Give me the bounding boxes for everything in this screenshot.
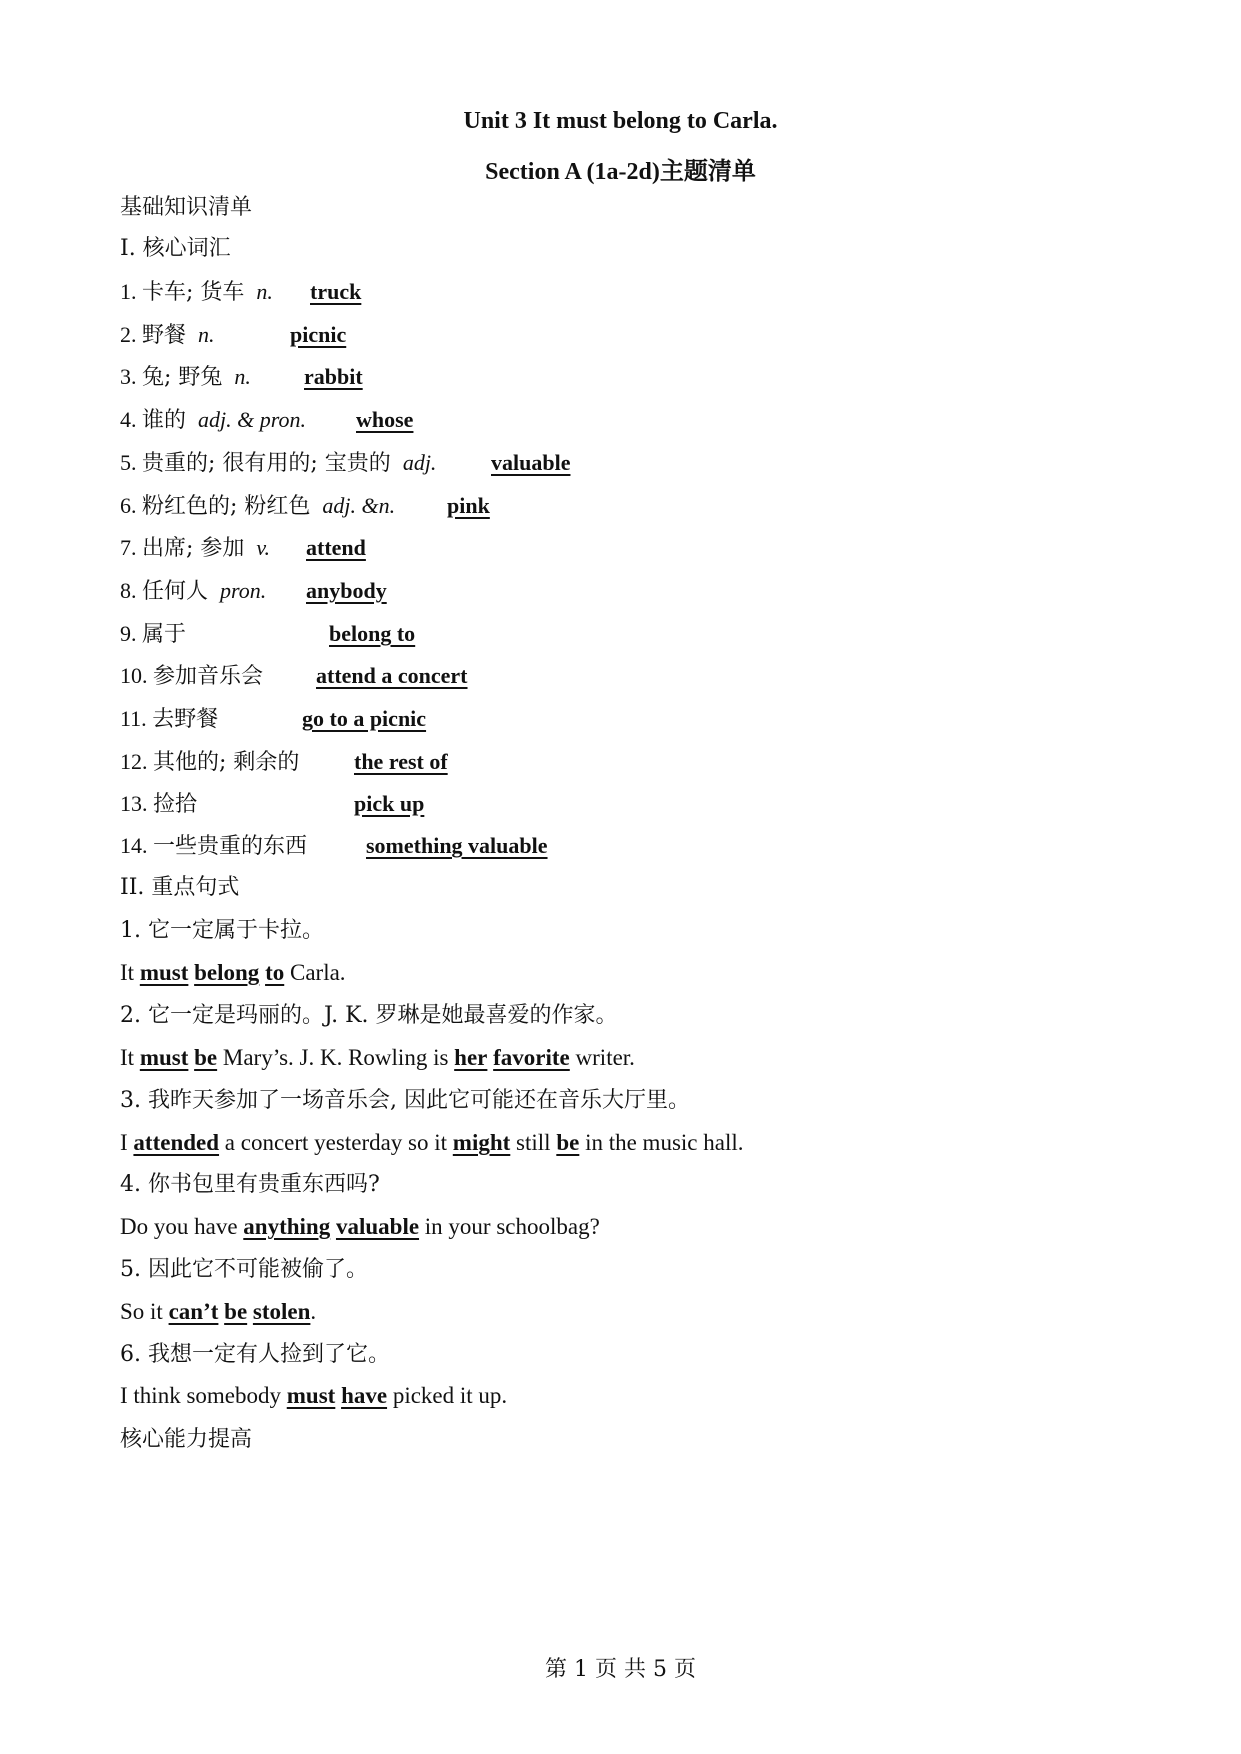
vocab-number: 14. [120, 833, 153, 858]
vocab-answer: something valuable [366, 833, 548, 858]
vocab-item [120, 491, 1120, 522]
sentence-text: I [120, 1130, 134, 1155]
vocab-number: 7. [120, 535, 142, 560]
sentence-text: in the music hall. [579, 1130, 744, 1155]
sentence-text: So it [120, 1299, 169, 1324]
sentence-answer: might [452, 1130, 511, 1155]
sentence-chinese: 2. 它一定是玛丽的。J. K. 罗琳是她最喜爱的作家。 [120, 1003, 618, 1028]
ability-header: 核心能力提高 [120, 1427, 253, 1452]
vocab-answer: valuable [491, 450, 571, 475]
sentence-text: a concert yesterday so it [219, 1130, 453, 1155]
vocab-item [120, 704, 1120, 735]
sentence-english [120, 958, 346, 988]
sentence-answer: her [454, 1045, 488, 1070]
section-subtitle: Section A (1a-2d)主题清单 [485, 159, 756, 185]
vocab-answer: rabbit [304, 364, 363, 389]
sentence-text: in your schoolbag? [419, 1214, 600, 1239]
vocab-number: 13. [120, 791, 153, 816]
sentence-answer: must [286, 1383, 336, 1408]
vocab-number: 2. [120, 322, 142, 347]
sentence-text: writer. [569, 1045, 635, 1070]
vocab-part-of-speech: n. [234, 364, 251, 389]
vocab-chinese: 粉红色的; 粉红色 [142, 494, 311, 519]
vocab-part-of-speech: v. [256, 535, 271, 560]
vocab-answer: the rest of [354, 749, 448, 774]
sentence-answer: stolen [252, 1299, 311, 1324]
sentence-answer: be [194, 1045, 218, 1070]
vocab-part-of-speech: adj. & pron. [198, 407, 306, 432]
sentence-chinese: 6. 我想一定有人捡到了它。 [120, 1342, 390, 1367]
sentence-english [120, 1212, 600, 1242]
basic-knowledge-header: 基础知识清单 [120, 195, 253, 220]
vocab-number: 11. [120, 706, 153, 731]
vocab-number: 8. [120, 578, 142, 603]
vocab-header: I. 核心词汇 [120, 236, 231, 261]
vocab-answer: anybody [306, 578, 387, 603]
vocab-item [120, 405, 1120, 436]
vocab-answer: pink [447, 493, 490, 518]
vocab-item [120, 789, 1120, 820]
vocab-number: 9. [120, 621, 142, 646]
sentence-text: . [310, 1299, 317, 1324]
vocab-answer: go to a picnic [302, 706, 427, 731]
vocab-part-of-speech: adj. &n. [322, 493, 396, 518]
vocab-part-of-speech: n. [198, 322, 215, 347]
vocab-item [120, 533, 1120, 564]
vocab-chinese: 捡拾 [153, 792, 198, 817]
vocab-number: 4. [120, 407, 142, 432]
vocab-chinese: 其他的; 剩余的 [153, 750, 300, 775]
vocab-part-of-speech: adj. [402, 450, 437, 475]
sentence-chinese: 3. 我昨天参加了一场音乐会, 因此它可能还在音乐大厅里。 [120, 1088, 690, 1113]
sentence-answer: must [139, 960, 189, 985]
vocab-chinese: 谁的 [142, 408, 187, 433]
vocab-chinese: 兔; 野兔 [142, 365, 223, 390]
sentence-answer: be [556, 1130, 580, 1155]
vocab-item [120, 362, 1120, 393]
sentence-header: II. 重点句式 [120, 875, 240, 900]
sentence-text: I think somebody [120, 1383, 287, 1408]
vocab-item [120, 831, 1120, 862]
sentence-english [120, 1128, 743, 1158]
sentence-chinese: 5. 因此它不可能被偷了。 [120, 1257, 368, 1282]
vocab-number: 3. [120, 364, 142, 389]
sentence-answer: valuable [335, 1214, 420, 1239]
vocab-number: 12. [120, 749, 153, 774]
vocab-answer: whose [356, 407, 414, 432]
sentence-chinese: 4. 你书包里有贵重东西吗? [120, 1172, 380, 1197]
vocab-chinese: 去野餐 [152, 707, 219, 732]
vocab-item [120, 277, 1120, 308]
sentence-text: It [120, 960, 140, 985]
vocab-chinese: 任何人 [142, 579, 209, 604]
vocab-chinese: 参加音乐会 [153, 664, 264, 689]
unit-title: Unit 3 It must belong to Carla. [463, 108, 778, 134]
vocab-answer: pick up [354, 791, 425, 816]
sentence-english [120, 1381, 507, 1411]
vocab-chinese: 出席; 参加 [142, 536, 245, 561]
vocab-chinese: 属于 [142, 622, 187, 647]
sentence-text: Mary’s. J. K. Rowling is [217, 1045, 455, 1070]
sentence-english [120, 1043, 635, 1073]
sentence-answer: attended [133, 1130, 220, 1155]
vocab-chinese: 野餐 [142, 323, 187, 348]
sentence-answer: to [265, 960, 285, 985]
vocab-item [120, 448, 1120, 479]
vocab-chinese: 卡车; 货车 [142, 280, 245, 305]
vocab-chinese: 一些贵重的东西 [153, 834, 308, 859]
sentence-text: still [510, 1130, 557, 1155]
sentence-answer: belong [194, 960, 260, 985]
sentence-chinese: 1. 它一定属于卡拉。 [120, 918, 324, 943]
sentence-answer: have [341, 1383, 388, 1408]
sentence-text: picked it up. [387, 1383, 508, 1408]
vocab-item [120, 661, 1120, 692]
page-footer: 第 1 页 共 5 页 [545, 1657, 696, 1682]
sentence-answer: anything [243, 1214, 331, 1239]
sentence-answer: can’t [168, 1299, 219, 1324]
vocab-item [120, 576, 1120, 607]
vocab-part-of-speech: pron. [220, 578, 267, 603]
vocab-item [120, 619, 1120, 650]
sentence-answer: favorite [493, 1045, 570, 1070]
vocab-answer: attend [306, 535, 366, 560]
vocab-item [120, 320, 1120, 351]
vocab-number: 5. [120, 450, 142, 475]
vocab-answer: belong to [329, 621, 416, 646]
sentence-answer: must [139, 1045, 189, 1070]
vocab-answer: truck [310, 279, 362, 304]
vocab-answer: picnic [290, 322, 347, 347]
vocab-number: 10. [120, 663, 153, 688]
vocab-answer: attend a concert [316, 663, 468, 688]
vocab-number: 6. [120, 493, 142, 518]
sentence-text: Do you have [120, 1214, 244, 1239]
sentence-english [120, 1297, 316, 1327]
vocab-item [120, 747, 1120, 778]
sentence-text: Carla. [284, 960, 346, 985]
sentence-text: It [120, 1045, 140, 1070]
sentence-answer: be [224, 1299, 248, 1324]
vocab-chinese: 贵重的; 很有用的; 宝贵的 [142, 451, 391, 476]
vocab-number: 1. [120, 279, 142, 304]
vocab-part-of-speech: n. [256, 279, 273, 304]
